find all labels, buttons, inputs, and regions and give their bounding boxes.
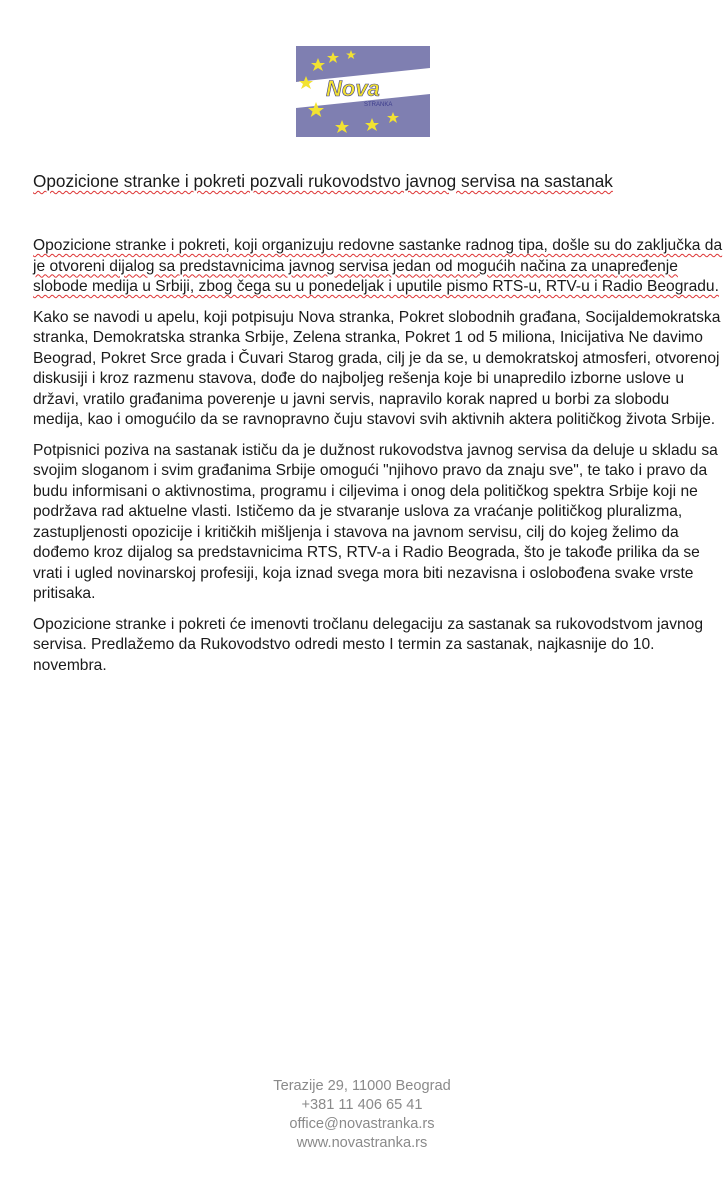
logo-subtext: STRANKA — [364, 102, 393, 108]
footer-contact — [0, 1077, 724, 1153]
paragraph-3: Potpisnici poziva na sastanak ističu da je dužnost rukovodstva javnog servisa da deluje u skladu sa svojim sloganom i svim građanima Srbije omogući "njihovo pravo da znaju sve", te tako i pravo da budu informisani o aktivnostima, programu i ciljevima i onog dela političkog spektra Srbije koji ne podržava rad aktuelne vlasti. Ističemo da je stvaranje uslova za vraćanje političkog pluralizma, zastupljenosti opozicije i kritičkih mišljenja i stavova na javnom servisu, cilj do kojeg želimo da dođemo kroz dijalog sa predstavnicima RTS, RTV-a i Radio Beograda, što je takođe prilika da se vrati i ugled novinarskoj profesiji, koja iznad svega mora biti nezavisna i oslobođena svake vrste pritisaka. — [33, 441, 718, 602]
footer-website[interactable]: www.novastranka.rs — [296, 1135, 428, 1151]
document-title: Opozicione stranke i pokreti pozvali rukovodstvo javnog servisa na sastanak — [33, 171, 613, 191]
paragraph-1: Opozicione stranke i pokreti, koji organizuju redovne sastanke radnog tipa, došle su do zaključka da je otvoreni dijalog sa predstavnicima javnog servisa jedan od mogućih načina za unapređenje slobode medija u Srbiji, zbog čega su u ponedeljak i uputile pismo RTS-u, RTV-u i Radio Beogradu. — [33, 237, 723, 295]
paragraph-2: Kako se navodi u apelu, koji potpisuju Nova stranka, Pokret slobodnih građana, Socijaldemokratska stranka, Demokratska stranka Srbije, Zelena stranka, Pokret 1 od 5 miliona, Inicijativa Ne davimo Beograd, Pokret Srce grada i Čuvari Starog grada, cilj je da se, u demokratskoj atmosferi, otvorenoj diskusiji i kroz razmenu stavova, dođe do najboljeg rešenja koje bi unapredilo izborne uslove u državi, vratilo građanima poverenje u javni servis, napravilo korak napred u borbi za slobodu medija, kao i omogućilo da se ravnopravno čuju stavovi svih aktivnih aktera političkog života Srbije. — [33, 308, 721, 428]
paragraph-4: Opozicione stranke i pokreti će imenovti tročlanu delegaciju za sastanak sa rukovodstvom javnog servisa. Predlažemo da Rukovodstvo odredi mesto I termin za sastanak, najkasnije do 10. novembra. — [33, 615, 704, 674]
footer-email[interactable]: office@novastranka.rs — [289, 1116, 435, 1132]
footer-phone: +381 11 406 65 41 — [301, 1097, 423, 1113]
document-body — [33, 236, 723, 686]
nova-stranka-logo — [296, 46, 430, 137]
logo-wordmark: Nova — [326, 76, 380, 101]
footer-address: Terazije 29, 11000 Beograd — [273, 1078, 451, 1094]
